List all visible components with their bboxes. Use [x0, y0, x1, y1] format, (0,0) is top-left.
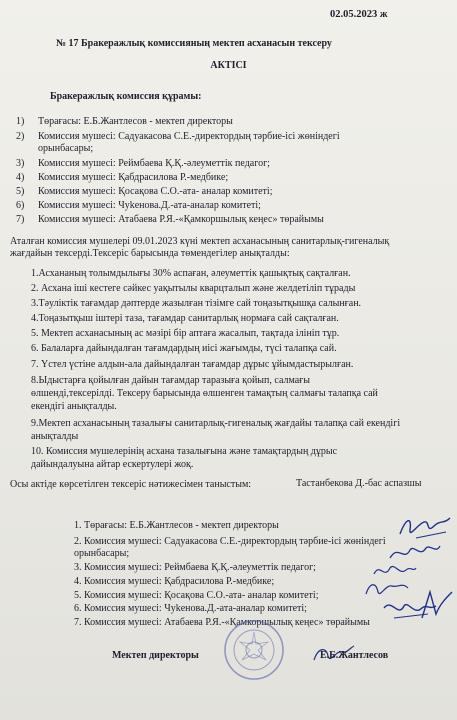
signer-7-text: Комиссия мушесі: Атабаева Р.Я.-«Қамкоршылық кеңес» төрайымы	[84, 617, 370, 628]
signer-3-number: 3.	[74, 562, 82, 573]
member-2-number: 2)	[16, 131, 25, 142]
signer-7-number: 7.	[74, 617, 82, 628]
finding-5: 5. Мектеп асханасының ас мәзірі бір аптаға жасалып, тақтада ілініп тұр.	[31, 328, 340, 339]
intro-line-2: жағдайын тексерді.Тексеріс барысында төмендегілер анықталды:	[10, 248, 290, 259]
finding-3: 3.Тәуліктік тағамдар дәптерде жазылған тізімге сай тоңазытқышқа салынған.	[31, 298, 362, 309]
signer-2-text: Комиссия мушесі: Садуакасова С.Е.-директордың тәрбие-ісі жөніндегі	[84, 536, 386, 547]
finding-8-cont-2: екендігі анықталды.	[31, 401, 117, 412]
signer-3-text: Комиссия мушесі: Реймбаева Қ.Қ.-әлеуметтік педагог;	[84, 562, 316, 573]
member-5-number: 5)	[16, 186, 25, 197]
signer-2-text-cont: орынбасары;	[74, 548, 130, 559]
finding-2: 2. Асхана іші кестеге сәйкес уақытылы кварцталып және желдетіліп тұрады	[31, 283, 356, 294]
member-5-text: Комиссия мушесі: Қосақова С.О.-ата- аналар комитеті;	[38, 186, 273, 197]
finding-4: 4.Тоңазытқыш іштері таза, тағамдар санитарлық нормаға сай сақталған.	[31, 313, 339, 324]
act-title: АКТІСІ	[210, 60, 247, 71]
member-3-text: Комиссия мушесі: Реймбаева Қ.Қ.-әлеуметтік педагог;	[38, 158, 270, 169]
signer-4-number: 4.	[74, 576, 82, 587]
finding-8-cont-1: өлшенді,тексерілді. Тексеру барысында өлшенген тамақтың салмағы талапқа сай	[31, 388, 378, 399]
director-label: Мектеп директоры	[112, 650, 199, 661]
signer-2-number: 2.	[74, 536, 82, 547]
finding-9-cont: анықталды	[31, 431, 79, 442]
finding-10-cont: дайындалуына айтар ескертулері жоқ.	[31, 459, 194, 470]
signer-5-number: 5.	[74, 590, 82, 601]
member-4-text: Комиссия мушесі: Қабдрасилова Р.-медбике;	[38, 172, 229, 183]
member-7-number: 7)	[16, 214, 25, 225]
member-6-number: 6)	[16, 200, 25, 211]
composition-title: Бракеражлық комиссия құрамы:	[50, 91, 202, 102]
intro-line-1: Аталған комиссия мушелері 09.01.2023 күні мектеп асханасының санитарлық-гигеналық	[10, 236, 390, 247]
signer-4-text: Комиссия мушесі: Қабдрасилова Р.-медбике;	[84, 576, 275, 587]
member-2-text: Комиссия мушесі: Садуакасова С.Е.-директордың тәрбие-ісі жөніндегі	[38, 131, 340, 142]
finding-7: 7. Үстел үстіне алдын-ала дайындалған тағамдар дұрыс ұйымдастырылған.	[31, 359, 354, 370]
document-date: 02.05.2023 ж	[330, 9, 388, 20]
member-2-text-cont: орынбасары;	[38, 143, 94, 154]
finding-1: 1.Асхананың толымдылығы 30% аспаған, әлеуметтік қашықтық сақталған.	[31, 268, 351, 279]
signer-6-text: Комиссия мушесі: Чуkенова.Д.-ата-аналар комитеті;	[84, 603, 307, 614]
finding-8: 8.Ыдыстарға қойылған дайын тағамдар таразыға қойып, салмағы	[31, 375, 310, 386]
finding-10: 10. Комиссия мушелерінің асхана тазалығына және тамақтардың дұрыс	[31, 446, 338, 457]
signature-icon	[396, 512, 454, 542]
acquainted-text: Осы актіде көрсетілген тексеріс нәтижесімен таныстым:	[10, 479, 252, 490]
finding-9: 9.Мектеп асханасының тазалығы санитарлық-гигеналық жағдайы талапқа сай екендігі	[31, 418, 401, 429]
member-7-text: Комиссия мушесі: Атабаева Р.Я.-«Қамкоршылық кеңес» төрайымы	[38, 214, 324, 225]
member-6-text: Комиссия мушесі: Чуkенова.Д.-ата-аналар комитеті;	[38, 200, 261, 211]
signature-icon	[412, 588, 456, 622]
acquainted-name: Тастанбекова Д.-бас аспазшы	[296, 478, 422, 489]
director-name: Е.Б.Жантлесов	[320, 650, 389, 661]
member-1-text: Төрағасы: Е.Б.Жантлесов - мектеп директоры	[38, 116, 233, 127]
school-stamp-icon	[222, 618, 286, 682]
member-3-number: 3)	[16, 158, 25, 169]
member-1-number: 1)	[16, 116, 25, 127]
signer-1-number: 1.	[74, 520, 82, 531]
signer-6-number: 6.	[74, 603, 82, 614]
signer-1-text: Төрағасы: Е.Б.Жантлесов - мектеп директоры	[84, 520, 279, 531]
document-heading: № 17 Бракеражлық комиссияның мектеп асханасын тексеру	[56, 38, 332, 49]
member-4-number: 4)	[16, 172, 25, 183]
finding-6: 6. Балаларға дайындалған тағамдардың иісі жағымды, түсі талапқа сай.	[31, 343, 337, 354]
signer-5-text: Комиссия мушесі: Қосақова С.О.-ата- аналар комитеті;	[84, 590, 319, 601]
